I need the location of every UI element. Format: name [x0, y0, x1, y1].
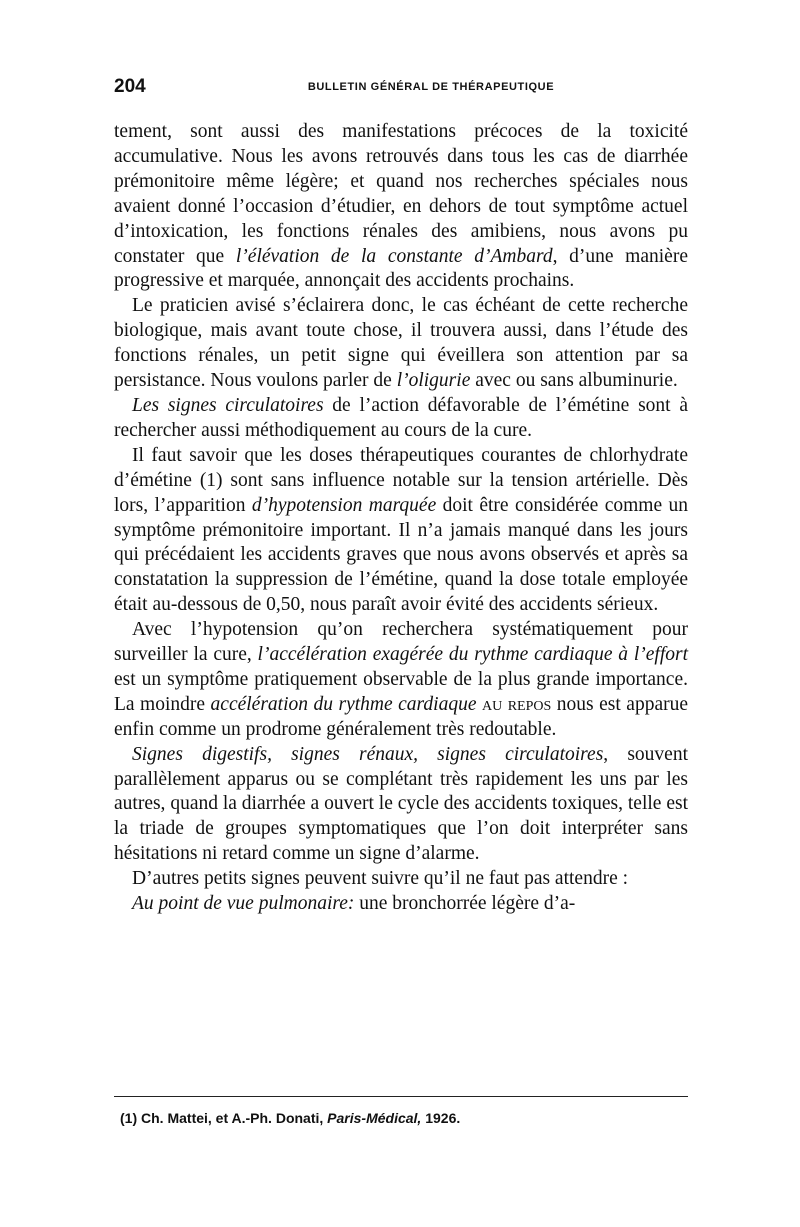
- paragraph-1: tement, sont aussi des manifestations précoces de la toxicité accumulative. Nous les avons retrouvés dans tous les cas de diarrhée prémonitoire même légère; et quand nos recherches spéciales nous avaient donné l’occasion d’étudier, en dehors de tout symptôme actuel d’intoxication, les fonctions rénales des amibiens, nous avons pu constater que l’élévation de la constante d’Ambard, d’une manière progressive et marquée, annonçait des accidents prochains.: [114, 121, 688, 292]
- paragraph-8: Au point de vue pulmonaire: une bronchorrée légère d’a-: [132, 893, 576, 915]
- italic-phrase: l’accélération exagérée du rythme cardiaque à l’effort: [257, 644, 688, 666]
- paragraph-5: Avec l’hypotension qu’on recherchera systématiquement pour surveiller la cure, l’accélération exagérée du rythme cardiaque à l’effort est un symptôme pratiquement observable de la plus grande importance. La moindre accélération du rythme cardiaque au repos nous est apparue enfin comme un prodrome généralement très redoutable.: [114, 619, 688, 740]
- italic-phrase: d’hypotension marquée: [251, 494, 437, 516]
- footnote-authors: Ch. Mattei, et A.-Ph. Donati,: [141, 1110, 324, 1126]
- footnote: [120, 1110, 680, 1126]
- footnote-divider: [114, 1096, 688, 1097]
- italic-phrase: l’oligurie: [396, 370, 471, 392]
- paragraph-4: Il faut savoir que les doses thérapeutiques courantes de chlorhydrate d’émétine (1) sont sans influence notable sur la tension artérielle. Dès lors, l’apparition d’hypotension marquée doit être considérée comme un symptôme prémonitoire important. Il n’a jamais manqué dans les jours qui précédaient les accidents graves que nous avons observés et après sa constatation la suppression de l’émétine, quand la dose totale employée était au-dessous de 0,50, nous paraît avoir évité des accidents sérieux.: [114, 444, 688, 616]
- footnote-marker: (1): [120, 1110, 138, 1126]
- paragraph-6: Signes digestifs, signes rénaux, signes circulatoires, souvent parallèlement apparus ou se complétant très rapidement les uns par les autres, quand la diarrhée a ouvert le cycle des accidents toxiques, telle est la triade de groupes symptomatiques que l’on doit interpréter sans hésitations ni retard comme un signe d’alarme.: [114, 743, 688, 865]
- paragraph-2: Le praticien avisé s’éclairera donc, le cas échéant de cette recherche biologique, mais avant toute chose, il trouvera aussi, dans l’étude des fonctions rénales, un petit signe qui éveillera son attention par sa persistance. Nous voulons parler de l’oligurie avec ou sans albuminurie.: [114, 295, 688, 392]
- running-title: BULLETIN GÉNÉRAL DE THÉRAPEUTIQUE: [307, 81, 555, 93]
- page-header: [114, 76, 688, 100]
- footnote-journal: Paris-Médical,: [327, 1110, 422, 1126]
- italic-phrase: Au point de vue pulmonaire:: [132, 893, 355, 915]
- italic-phrase: Les signes circulatoires: [132, 394, 324, 416]
- small-caps-phrase: au repos: [482, 693, 552, 715]
- body-text: [114, 120, 688, 917]
- paragraph-7: D’autres petits signes peuvent suivre qu’il ne faut pas attendre :: [132, 868, 629, 890]
- page-number: 204: [114, 76, 146, 97]
- footnote-year: 1926.: [425, 1110, 461, 1126]
- italic-phrase: Signes digestifs, signes rénaux, signes circulatoires: [132, 743, 604, 765]
- italic-phrase: accélération du rythme cardiaque: [210, 693, 477, 715]
- italic-phrase: l’élévation de la constante d’Ambard: [235, 245, 553, 267]
- paragraph-3: Les signes circulatoires de l’action défavorable de l’émétine sont à rechercher aussi méthodiquement au cours de la cure.: [114, 394, 688, 441]
